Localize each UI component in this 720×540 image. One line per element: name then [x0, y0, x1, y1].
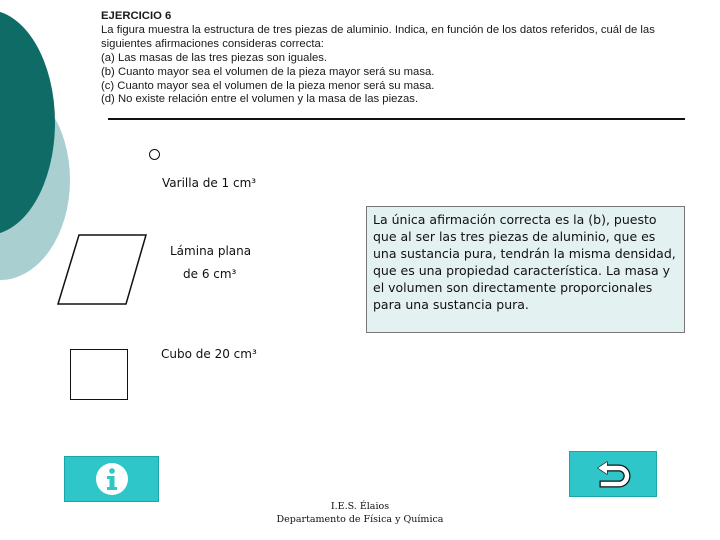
answer-box: La única afirmación correcta es la (b), puesto que al ser las tres piezas de aluminio, que es una sustancia pura, tendrán la misma densidad, que es una propiedad característica. La masa y el volumen son directamente proporcionales para una sustancia pura.: [366, 206, 685, 333]
cube-figure: [70, 349, 128, 400]
statement-line: siguientes afirmaciones consideras correcta:: [101, 37, 324, 50]
info-icon: [94, 461, 130, 497]
option-b: (b) Cuanto mayor sea el volumen de la pieza mayor será su masa.: [101, 65, 435, 78]
statement-line: La figura muestra la estructura de tres piezas de aluminio. Indica, en función de los datos referidos, cuál de las: [101, 23, 655, 36]
option-a: (a) Las masas de las tres piezas son iguales.: [101, 51, 328, 64]
footer: [240, 500, 480, 526]
school-name: I.E.S. Élaios: [330, 501, 390, 512]
cube-label: Cubo de 20 cm³: [161, 347, 257, 361]
exercise-title: EJERCICIO 6: [101, 10, 172, 22]
exercise-statement: [101, 10, 701, 107]
rod-figure: [149, 149, 160, 160]
plate-label-line1: Lámina plana: [170, 244, 252, 258]
option-d: (d) No existe relación entre el volumen y la masa de las piezas.: [101, 93, 419, 106]
plate-label-line2: de 6 cm³: [183, 267, 237, 281]
info-button[interactable]: [64, 456, 159, 502]
option-c: (c) Cuanto mayor sea el volumen de la pieza menor será su masa.: [101, 79, 435, 92]
return-button[interactable]: [569, 451, 657, 497]
department-name: Departamento de Física y Química: [276, 514, 444, 525]
return-arrow-icon: [593, 456, 633, 492]
separator-line: [108, 118, 685, 120]
rod-label: Varilla de 1 cm³: [162, 176, 257, 190]
plate-figure: [56, 234, 148, 306]
